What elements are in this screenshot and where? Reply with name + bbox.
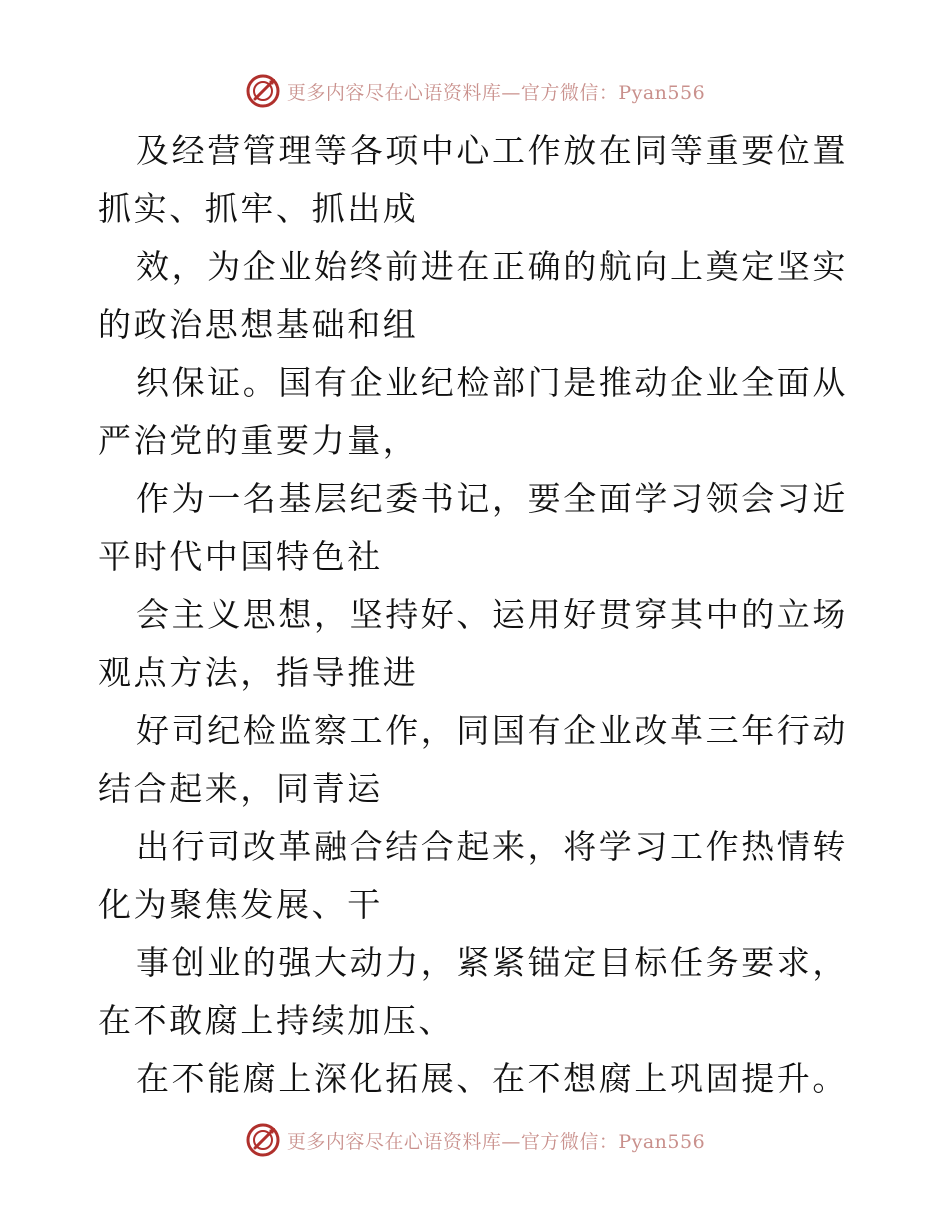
paragraph: 在不能腐上深化拓展、在不想腐上巩固提升。 bbox=[136, 1059, 848, 1098]
paragraph: 好司纪检监察工作，同国有企业改革三年行动结合起来，同青运 bbox=[98, 711, 848, 808]
document-body bbox=[98, 122, 858, 1108]
paragraph: 作为一名基层纪委书记，要全面学习领会习近平时代中国特色社 bbox=[98, 479, 848, 576]
brand-logo-icon bbox=[245, 1122, 281, 1158]
paragraph: 事创业的强大动力，紧紧锚定目标任务要求，在不敢腐上持续加压、 bbox=[98, 943, 848, 1040]
header-watermark-text: 更多内容尽在心语资料库—官方微信：Pyan556 bbox=[286, 81, 706, 104]
paragraph: 效，为企业始终前进在正确的航向上奠定坚实的政治思想基础和组 bbox=[98, 247, 848, 344]
footer-watermark-text: 更多内容尽在心语资料库—官方微信：Pyan556 bbox=[286, 1130, 706, 1153]
paragraph: 织保证。国有企业纪检部门是推动企业全面从严治党的重要力量， bbox=[98, 363, 848, 460]
header-watermark-banner bbox=[0, 71, 950, 111]
paragraph: 及经营管理等各项中心工作放在同等重要位置抓实、抓牢、抓出成 bbox=[98, 131, 848, 228]
brand-logo-icon bbox=[245, 73, 281, 109]
paragraph: 出行司改革融合结合起来，将学习工作热情转化为聚焦发展、干 bbox=[98, 827, 848, 924]
paragraph: 会主义思想，坚持好、运用好贯穿其中的立场观点方法，指导推进 bbox=[98, 595, 848, 692]
footer-watermark-banner bbox=[0, 1120, 950, 1160]
